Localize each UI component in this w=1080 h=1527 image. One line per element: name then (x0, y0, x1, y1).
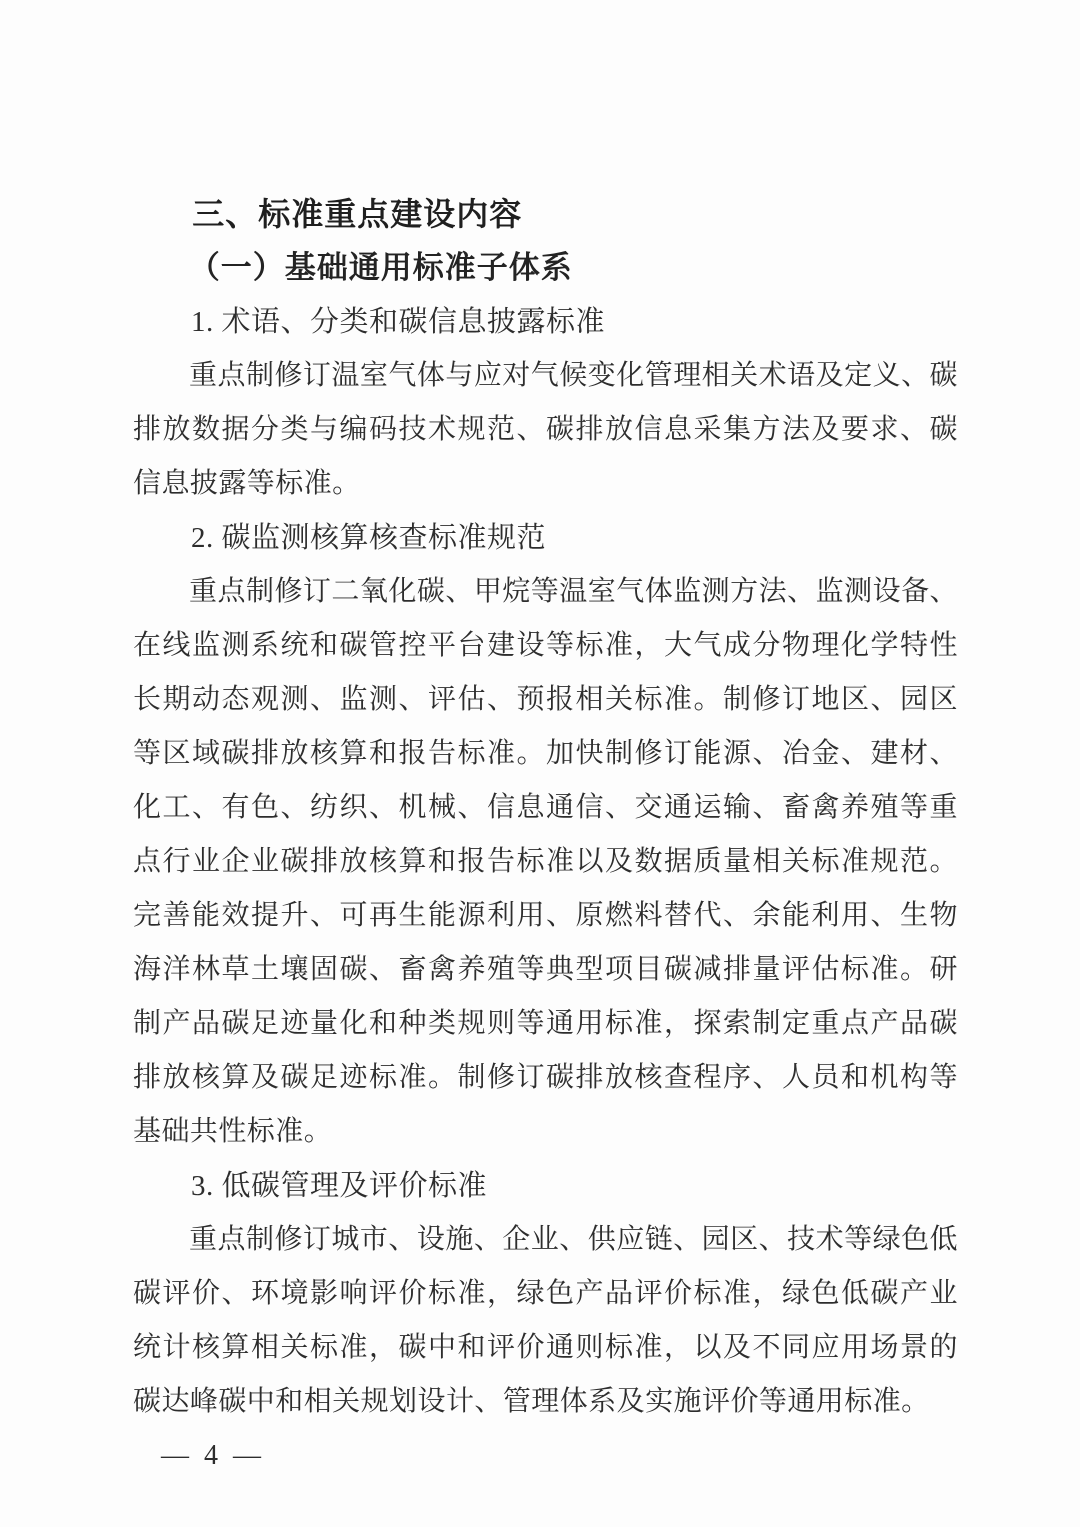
page-number: — 4 — (161, 1440, 265, 1471)
item-2-paragraph: 重点制修订二氧化碳、甲烷等温室气体监测方法、监测设备、在线监测系统和碳管控平台建设等标准，大气成分物理化学特性长期动态观测、监测、评估、预报相关标准。制修订地区、园区等区域碳排放核算和报告标准。加快制修订能源、冶金、建材、化工、有色、纺织、机械、信息通信、交通运输、畜禽养殖等重点行业企业碳排放核算和报告标准以及数据质量相关标准规范。完善能效提升、可再生能源利用、原燃料替代、余能利用、生物海洋林草土壤固碳、畜禽养殖等典型项目碳减排量评估标准。研制产品碳足迹量化和种类规则等通用标准，探索制定重点产品碳排放核算及碳足迹标准。制修订碳排放核查程序、人员和机构等基础共性标准。 (133, 576, 958, 1147)
item-1-paragraph: 重点制修订温室气体与应对气候变化管理相关术语及定义、碳排放数据分类与编码技术规范、碳排放信息采集方法及要求、碳信息披露等标准。 (133, 360, 958, 499)
section-heading: 三、标准重点建设内容 (192, 196, 523, 232)
page-footer (133, 1429, 958, 1483)
document-content (133, 187, 958, 1483)
item-3-title: 3. 低碳管理及评价标准 (191, 1170, 488, 1202)
item-2-title: 2. 碳监测核算核查标准规范 (191, 522, 547, 554)
item-1-title: 1. 术语、分类和碳信息披露标准 (191, 306, 606, 338)
subsection-heading: （一）基础通用标准子体系 (188, 250, 573, 285)
item-3-paragraph: 重点制修订城市、设施、企业、供应链、园区、技术等绿色低碳评价、环境影响评价标准，绿色产品评价标准，绿色低碳产业统计核算相关标准，碳中和评价通则标准，以及不同应用场景的碳达峰碳中和相关规划设计、管理体系及实施评价等通用标准。 (133, 1224, 958, 1417)
